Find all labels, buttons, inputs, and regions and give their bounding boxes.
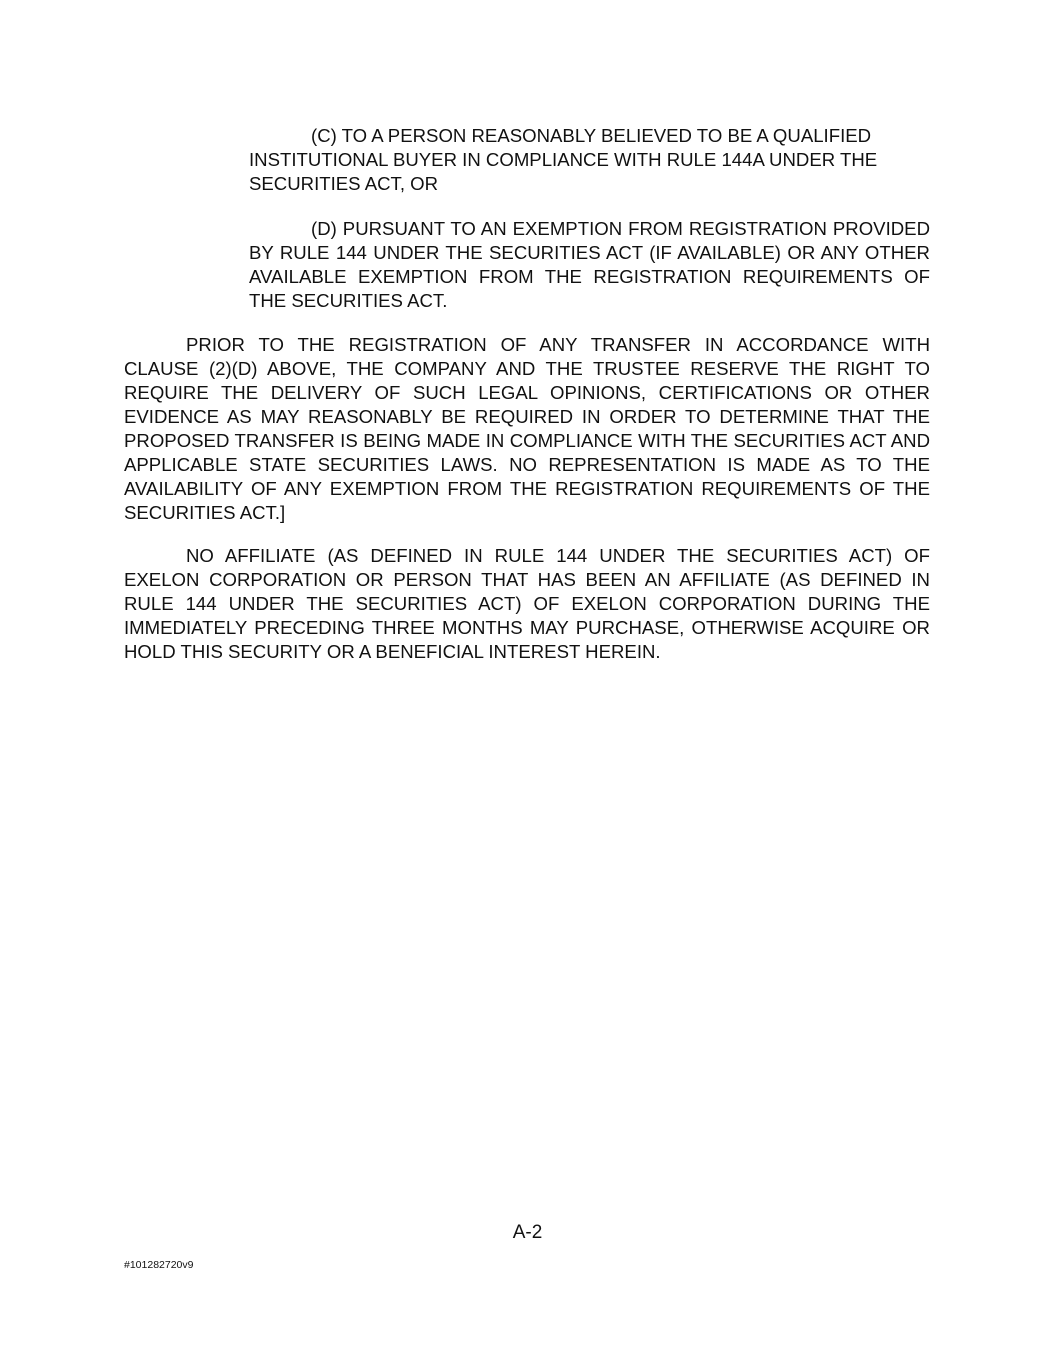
prior-registration-paragraph: PRIOR TO THE REGISTRATION OF ANY TRANSFER IN ACCORDANCE WITH CLAUSE (2)(D) ABOVE, THE COMPANY AND THE TRUSTEE RESERVE THE RIGHT TO REQUIRE THE DELIVERY OF SUCH LEGAL OPINIONS, CERTIFICATIONS OR OTHER EVIDENCE AS MAY REASONABLY BE REQUIRED IN ORDER TO DETERMINE THAT THE PROPOSED TRANSFER IS BEING MADE IN COMPLIANCE WITH THE SECURITIES ACT AND APPLICABLE STATE SECURITIES LAWS. NO REPRESENTATION IS MADE AS TO THE AVAILABILITY OF ANY EXEMPTION FROM THE REGISTRATION REQUIREMENTS OF THE SECURITIES ACT.] bbox=[124, 334, 930, 523]
no-affiliate-paragraph: NO AFFILIATE (AS DEFINED IN RULE 144 UNDER THE SECURITIES ACT) OF EXELON CORPORATION OR PERSON THAT HAS BEEN AN AFFILIATE (AS DEFINED IN RULE 144 UNDER THE SECURITIES ACT) OF EXELON CORPORATION DURING THE IMMEDIATELY PRECEDING THREE MONTHS MAY PURCHASE, OTHERWISE ACQUIRE OR HOLD THIS SECURITY OR A BENEFICIAL INTEREST HEREIN. bbox=[124, 545, 930, 662]
clause-d-paragraph: (D) PURSUANT TO AN EXEMPTION FROM REGISTRATION PROVIDED BY RULE 144 UNDER THE SECURITIES ACT (IF AVAILABLE) OR ANY OTHER AVAILABLE EXEMPTION FROM THE REGISTRATION REQUIREMENTS OF THE SECURITIES ACT. bbox=[249, 218, 930, 311]
clause-c-paragraph: (C) TO A PERSON REASONABLY BELIEVED TO BE A QUALIFIED INSTITUTIONAL BUYER IN COMPLIANCE WITH RULE 144A UNDER THE SECURITIES ACT, OR bbox=[249, 125, 878, 194]
page-number: A-2 bbox=[512, 1222, 543, 1243]
document-id: #101282720v9 bbox=[124, 1259, 194, 1271]
